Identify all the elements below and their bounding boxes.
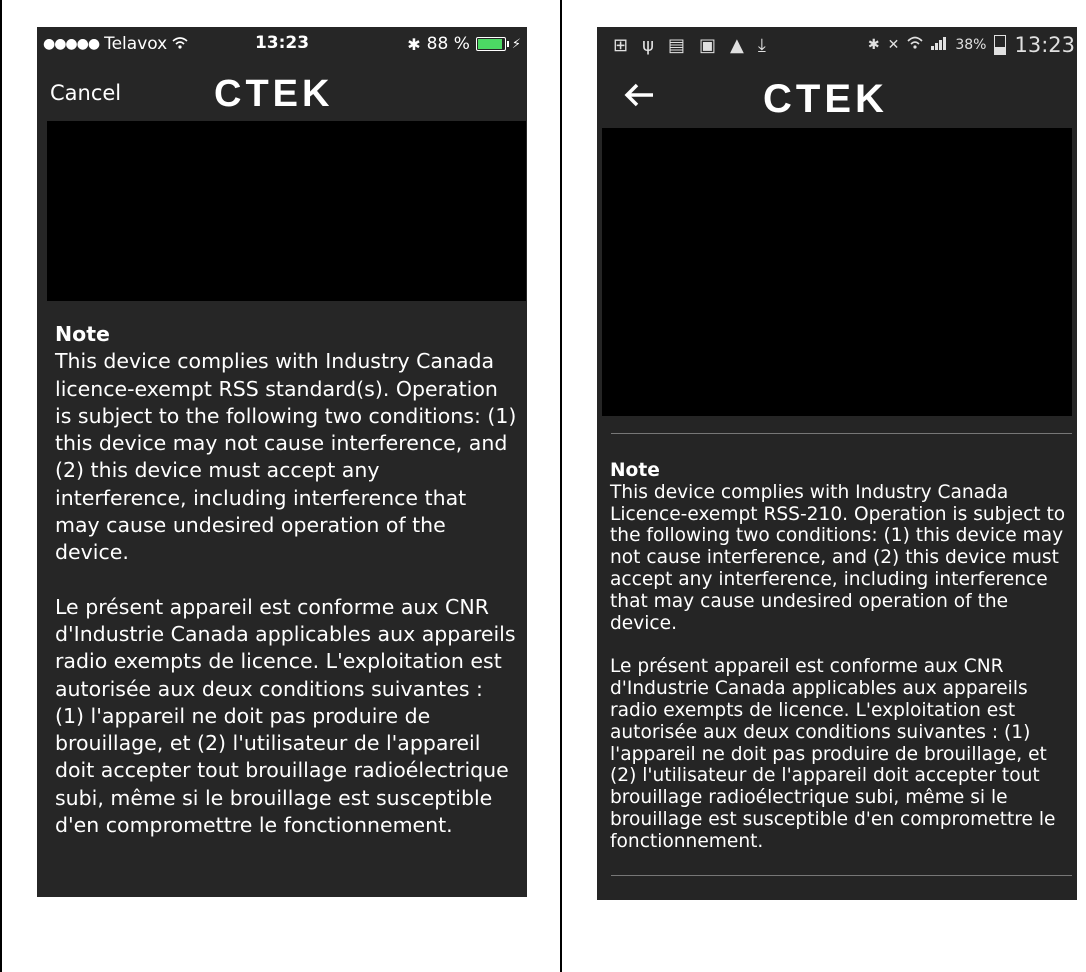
image-icon: ▣ — [698, 35, 716, 56]
mute-icon: ✕ — [887, 37, 900, 53]
notification-icon: ⊞ — [613, 35, 629, 56]
video-player[interactable] — [47, 121, 526, 301]
frame-divider — [560, 0, 562, 972]
android-status-bar — [597, 27, 1077, 63]
note-french: Le présent appareil est conforme aux CNR d'Industrie Canada applicables aux appareils radio exempts de licence. L'exploitation est autorisée aux deux conditions suivantes : (1) l'appareil ne doit pas produire de brouillage, et (2) l'utilisateur de l'appareil doit accepter tout brouillage radioélectrique subi, même si le brouillage est susceptible d'en compromettre le fonctionnement. — [55, 594, 516, 838]
status-right-group — [407, 34, 521, 54]
regulatory-note — [55, 321, 517, 839]
warning-icon: ▲ — [730, 35, 744, 56]
wifi-icon — [907, 36, 923, 54]
carrier-name: Telavox — [104, 34, 168, 54]
battery-fill — [995, 47, 1005, 54]
usb-icon: ψ — [642, 35, 654, 56]
ios-nav-bar — [37, 65, 527, 121]
charging-icon: ⚡ — [511, 36, 521, 52]
status-time: 13:23 — [254, 33, 310, 53]
system-icons — [868, 33, 1075, 57]
battery-icon — [994, 35, 1006, 55]
battery-percent: 38% — [955, 37, 987, 53]
signal-dots-icon: ●●●●● — [43, 36, 100, 52]
notification-icons — [613, 35, 766, 56]
cell-signal-icon — [931, 36, 947, 54]
ctek-logo: CTEK — [214, 73, 334, 115]
divider — [611, 875, 1072, 876]
ios-status-bar — [37, 27, 527, 61]
note-title: Note — [55, 322, 110, 346]
sim-icon: ▤ — [667, 35, 685, 56]
android-screen — [597, 27, 1077, 900]
note-english: This device complies with Industry Canada licence-exempt RSS standard(s). Operation is subject to the following two conditions: (1) this device may not cause interference, and (2) this device must accept any interference, including interference that may cause undesired operation of the device. — [55, 349, 517, 565]
back-arrow-icon[interactable] — [621, 77, 657, 122]
cancel-button[interactable]: Cancel — [50, 81, 122, 105]
note-english: This device complies with Industry Canada Licence-exempt RSS-210. Operation is subject to the following two conditions: (1) this device may not cause interference, and (2) this device must accept any interference, including interference that may cause undesired operation of the device. — [610, 481, 1066, 634]
download-icon: ⤓ — [757, 35, 766, 56]
battery-percent: 88 % — [426, 34, 470, 54]
bluetooth-icon: ✱ — [867, 37, 880, 53]
ctek-logo: CTEK — [763, 77, 888, 121]
battery-fill — [478, 39, 503, 49]
note-title: Note — [610, 460, 660, 481]
note-french: Le présent appareil est conforme aux CNR d'Industrie Canada applicables aux appareils radio exempts de licence. L'exploitation est autorisée aux deux conditions suivantes : (1) l'appareil ne doit pas produire de brouillage, et (2) l'utilisateur de l'appareil doit accepter tout brouillage radioélectrique subi, même si le brouillage est susceptible d'en compromettre le fonctionnement. — [610, 656, 1056, 852]
video-player[interactable] — [602, 128, 1072, 416]
status-time: 13:23 — [1014, 33, 1075, 57]
frame-border — [0, 0, 2, 972]
ios-screen — [37, 27, 527, 897]
divider — [611, 433, 1072, 434]
android-nav-bar — [597, 69, 1077, 129]
regulatory-note — [610, 460, 1072, 853]
battery-icon — [476, 37, 506, 51]
bluetooth-icon: ✱ — [407, 34, 421, 54]
